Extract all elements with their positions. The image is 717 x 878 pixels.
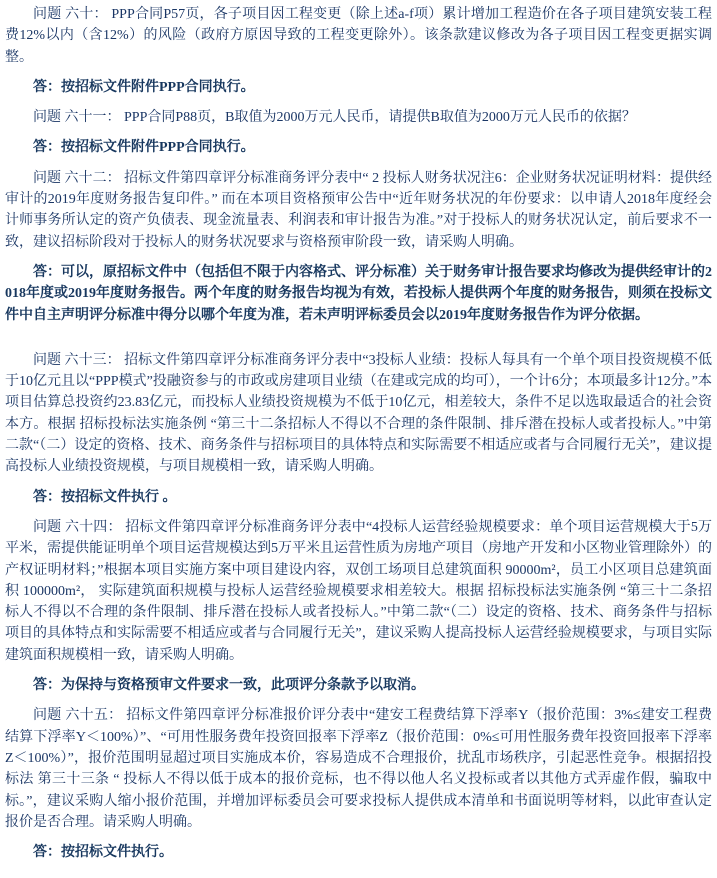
answer-65: 答：按招标文件执行。 (33, 845, 173, 861)
answer-63: 答：按招标文件执行 。 (33, 489, 177, 505)
question-61: 问题 六十一： PPP合同P88页，B取值为2000万元人民币，请提供B取值为2000万元人民币的依据？ (33, 110, 636, 126)
question-64: 问题 六十四： 招标文件第四章评分标准商务评分表中“4投标人运营经验规模要求：单个项目运营规模大于5万平米，需提供能证明单个项目运营规模达到5万平米且运营性质为房地产项目（房地产开发和小区物业管理除外）的产权证明材料；”根据本项目实施方案中项目建设内容，双创工场项目总建筑面积 90000m²，员工小区项目总建筑面积 100000m²， 实际建筑面积规模与投标人运营经验规模要求相差较大。根据 招标投标法实施条例 “第三十二条招标人不得以不合理的条件限制、排斥潜在投标人或者投标人。”中第二款“（二）设定的资格、技术、商务条件与招标项目的具体特点和实际需要不相适应或者与合同履行无关”，建议采购人提高投标人运营经验规模要求，与项目实际建筑面积规模相一致，请采购人明确。 (5, 519, 712, 663)
answer-64: 答：为保持与资格预审文件要求一致，此项评分条款予以取消。 (33, 678, 425, 694)
question-62: 问题 六十二： 招标文件第四章评分标准商务评分表中“ 2 投标人财务状况注6：企业财务状况证明材料：提供经审计的2019年度财务报告复印件。” 而在本项目资格预审公告中“近年财务状况的年份要求：以申请人2018年度经会计师事务所认定的资产负债表、现金流量表、利润表和审计报告为准。”对于投标人的财务状况认定，前后要求不一致，建议招标阶段对于投标人的财务状况要求与资格预审阶段一致，请采购人明确。 (5, 170, 712, 250)
answer-61: 答：按招标文件附件PPP合同执行。 (33, 140, 255, 156)
question-65: 问题 六十五： 招标文件第四章评分标准报价评分表中“建安工程费结算下浮率Y（报价范围：3%≤建安工程费结算下浮率Y＜100%）”、“可用性服务费年投资回报率下浮率Z（报价范围：0%≤可用性服务费年投资回报率下浮率Z＜100%）”，报价范围明显超过项目实施成本价，容易造成不合理报价，扰乱市场秩序，引起恶性竞争。根据招投标法 第三十三条 “ 投标人不得以低于成本的报价竞标，也不得以他人名义投标或者以其他方式弄虚作假，骗取中标。”，建议采购人缩小报价范围，并增加评标委员会可要求投标人提供成本清单和书面说明等材料，以此审查认定报价是否合理。请采购人明确。 (5, 708, 712, 830)
answer-62: 答：可以，原招标文件中（包括但不限于内容格式、评分标准）关于财务审计报告要求均修改为提供经审计的2018年度或2019年度财务报告。两个年度的财务报告均视为有效，若投标人提供两个年度的财务报告，则须在投标文件中自主声明评分标准中得分以哪个年度为准，若未声明评标委员会以2019年度财务报告作为评分依据。 (5, 264, 712, 323)
question-63: 问题 六十三： 招标文件第四章评分标准商务评分表中“3投标人业绩：投标人每具有一个单个项目投资规模不低于10亿元且以“PPP模式”投融资参与的市政或房建项目业绩（在建或完成的均可），一个计6分；本项最多计12分。”本项目估算总投资约23.83亿元，而投标人业绩投资规模为不低于10亿元，相差较大，条件不足以选取最适合的社会资本方。根据 招标投标法实施条例 “第三十二条招标人不得以不合理的条件限制、排斥潜在投标人或者投标人。”中第二款“（二）设定的资格、技术、商务条件与招标项目的具体特点和实际需要不相适应或者与合同履行无关”，建议提高投标人业绩投资规模，与项目规模相一致，请采购人明确。 (5, 352, 712, 475)
question-60: 问题 六十： PPP合同P57页，各子项目因工程变更（除上述a-f项）累计增加工程造价在各子项目建筑安装工程费12%以内（含12%）的风险（政府方原因导致的工程变更除外）。该条款建议修改为各子项目因工程变更据实调整。 (5, 7, 712, 65)
answer-60: 答：按招标文件附件PPP合同执行。 (33, 79, 255, 95)
